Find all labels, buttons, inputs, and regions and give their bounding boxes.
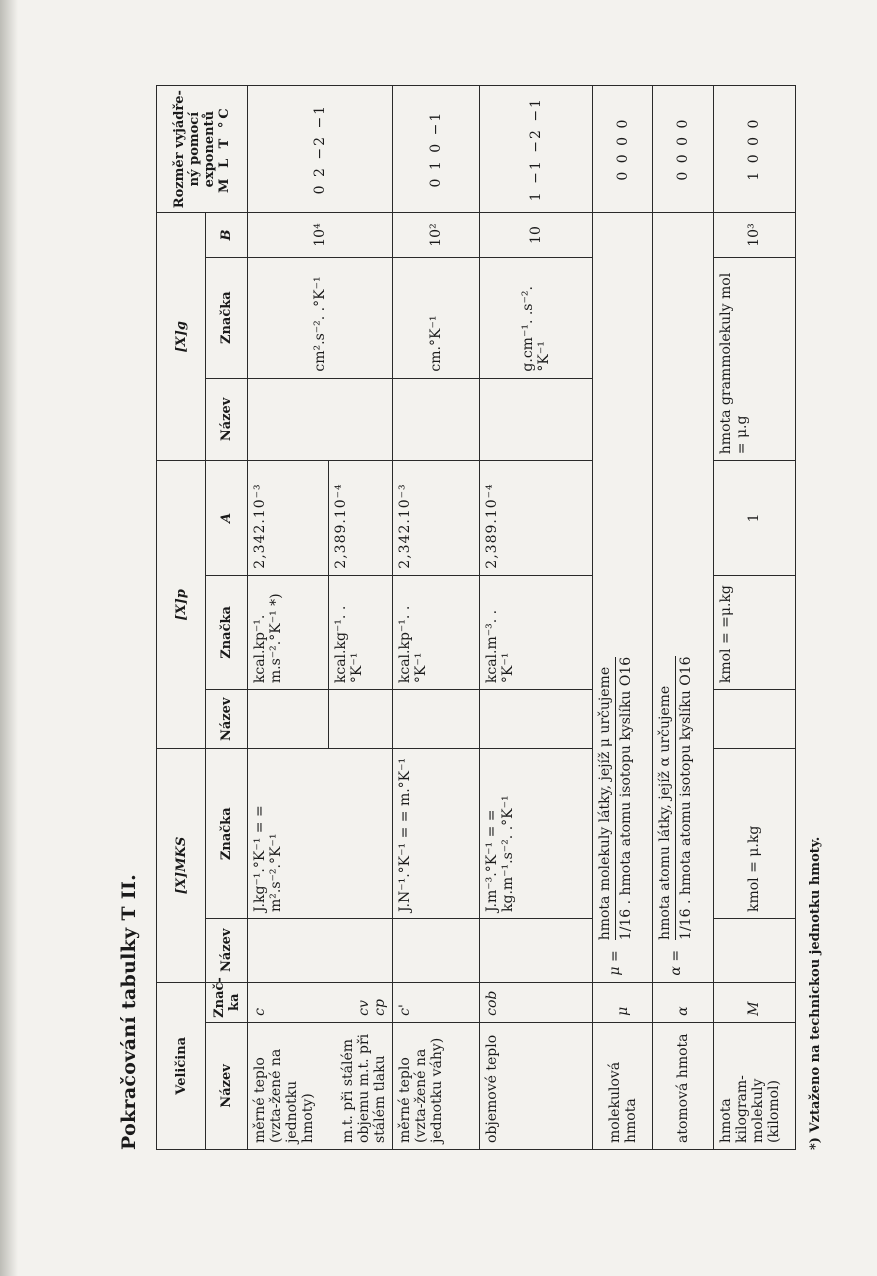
p-symbol: kmol = =μ.kg bbox=[713, 575, 795, 689]
header-p-znacka: Značka bbox=[206, 575, 248, 689]
formula-numerator: hmota atomu látky, jejíž α určujeme bbox=[657, 657, 676, 940]
quantity-name: m.t. při stálém objemu m.t. při stálém tlaku bbox=[329, 1022, 392, 1149]
g-name bbox=[480, 378, 592, 461]
table-row bbox=[713, 86, 795, 1150]
p-symbol: kcal.m⁻³. .°K⁻¹ bbox=[480, 575, 592, 689]
p-name bbox=[713, 690, 795, 749]
header-mks-nazev: Název bbox=[206, 919, 248, 983]
p-factor-A: 2,342.10⁻³ bbox=[247, 461, 328, 575]
quantity-symbol: cob bbox=[480, 982, 592, 1022]
table-row bbox=[392, 86, 480, 1150]
quantity-name: měrné teplo (vzta-žené na jednotku váhy) bbox=[392, 1022, 480, 1149]
g-symbol: cm.°K⁻¹ bbox=[392, 257, 480, 378]
mks-symbol: J.N⁻¹.°K⁻¹ = = m.°K⁻¹ bbox=[392, 749, 480, 919]
atomic-mass-definition bbox=[653, 213, 714, 982]
quantity-name: atomová hmota bbox=[653, 1022, 714, 1149]
scan-edge-shadow bbox=[0, 0, 18, 1276]
quantity-symbol: μ bbox=[592, 982, 653, 1022]
quantity-symbol: α bbox=[653, 982, 714, 1022]
g-name bbox=[247, 378, 392, 461]
dimension-exponents: 0 0 0 0 bbox=[653, 86, 714, 213]
p-factor-A: 2,389.10⁻⁴ bbox=[329, 461, 392, 575]
p-name bbox=[329, 690, 392, 749]
g-name-symbol: hmota grammolekuly mol = μ.g bbox=[713, 257, 795, 460]
table-row bbox=[653, 86, 714, 1150]
header-nazev: Název bbox=[206, 1022, 248, 1149]
header-velicina: Veličina bbox=[157, 982, 206, 1149]
units-table bbox=[156, 85, 796, 1150]
dimension-exponents: 0 0 0 0 bbox=[592, 86, 653, 213]
quantity-name: měrné teplo (vzta-žené na jednotku hmoty) bbox=[247, 1022, 328, 1149]
g-name bbox=[392, 378, 480, 461]
dimension-exponents: 1 −1 −2 −1 bbox=[480, 86, 592, 213]
p-symbol: kcal.kg⁻¹. .°K⁻¹ bbox=[329, 575, 392, 689]
g-factor-B: 10³ bbox=[713, 213, 795, 258]
formula-fraction bbox=[657, 657, 694, 940]
dimension-exponents: 0 2 −2 −1 bbox=[247, 86, 392, 213]
quantity-name: molekulová hmota bbox=[592, 1022, 653, 1149]
formula-fraction bbox=[597, 657, 634, 940]
page-number bbox=[858, 0, 877, 10]
header-xp: [X]p bbox=[157, 461, 206, 749]
quantity-symbol: cv cp bbox=[329, 982, 392, 1022]
p-symbol: kcal.kp⁻¹. .°K⁻¹ bbox=[392, 575, 480, 689]
header-A: A bbox=[206, 461, 248, 575]
quantity-name: hmota kilogram-molekuly (kilomol) bbox=[713, 1022, 795, 1149]
mks-name bbox=[713, 919, 795, 983]
mks-name bbox=[392, 919, 480, 983]
mks-name bbox=[247, 919, 392, 983]
p-name bbox=[392, 690, 480, 749]
g-factor-B: 10 bbox=[480, 213, 592, 258]
formula-lhs: μ = bbox=[607, 950, 624, 976]
dimension-exponents: 0 1 0 −1 bbox=[392, 86, 480, 213]
g-symbol: g.cm⁻¹. .s⁻².°K⁻¹ bbox=[480, 257, 592, 378]
dimension-exponents: 1 0 0 0 bbox=[713, 86, 795, 213]
g-factor-B: 10² bbox=[392, 213, 480, 258]
header-g-znacka: Značka bbox=[206, 257, 248, 378]
rotated-page bbox=[118, 0, 877, 1150]
header-g-nazev: Název bbox=[206, 378, 248, 461]
quantity-name: objemové teplo bbox=[480, 1022, 592, 1149]
g-symbol: cm².s⁻². .°K⁻¹ bbox=[247, 257, 392, 378]
footnote: *) Vztaženo na technickou jednotku hmoty. bbox=[808, 836, 823, 1150]
table-row bbox=[592, 86, 653, 1150]
p-symbol: kcal.kp⁻¹. m.s⁻².°K⁻¹ *) bbox=[247, 575, 328, 689]
p-factor-A: 1 bbox=[713, 461, 795, 575]
header-mks-znacka: Značka bbox=[206, 749, 248, 919]
p-factor-A: 2,342.10⁻³ bbox=[392, 461, 480, 575]
header-xmks: [X]MKS bbox=[157, 749, 206, 982]
quantity-symbol: c bbox=[247, 982, 328, 1022]
quantity-symbol: M bbox=[713, 982, 795, 1022]
p-name bbox=[247, 690, 328, 749]
p-name bbox=[480, 690, 592, 749]
mks-name bbox=[480, 919, 592, 983]
table-row bbox=[247, 86, 328, 1150]
p-factor-A: 2,389.10⁻⁴ bbox=[480, 461, 592, 575]
header-xg: [X]g bbox=[157, 213, 206, 461]
molecular-mass-definition bbox=[592, 213, 653, 982]
g-factor-B: 10⁴ bbox=[247, 213, 392, 258]
header-p-nazev: Název bbox=[206, 690, 248, 749]
formula-denominator: 1/16 . hmota atomu isotopu kyslíku O16 bbox=[678, 656, 695, 940]
header-B: B bbox=[206, 213, 248, 258]
table-row bbox=[480, 86, 592, 1150]
page-title: Pokračování tabulky T II. bbox=[118, 873, 140, 1150]
formula-numerator: hmota molekuly látky, jejíž μ určujeme bbox=[597, 657, 616, 940]
header-znacka-short: Znač-ka bbox=[206, 982, 248, 1022]
mks-symbol: J.m⁻³.°K⁻¹ = = kg.m⁻¹.s⁻². .°K⁻¹ bbox=[480, 749, 592, 919]
formula-denominator: 1/16 . hmota atomu isotopu kyslíku O16 bbox=[617, 656, 634, 941]
quantity-symbol: c' bbox=[392, 982, 480, 1022]
mks-symbol: J.kg⁻¹.°K⁻¹ = = m².s⁻².°K⁻¹ bbox=[247, 749, 392, 919]
mks-symbol: kmol = μ.kg bbox=[713, 749, 795, 919]
header-rozmer: Rozměr vyjádře-ný pomocí exponentů M L T °C bbox=[157, 86, 248, 213]
formula-lhs: α = bbox=[667, 949, 684, 976]
